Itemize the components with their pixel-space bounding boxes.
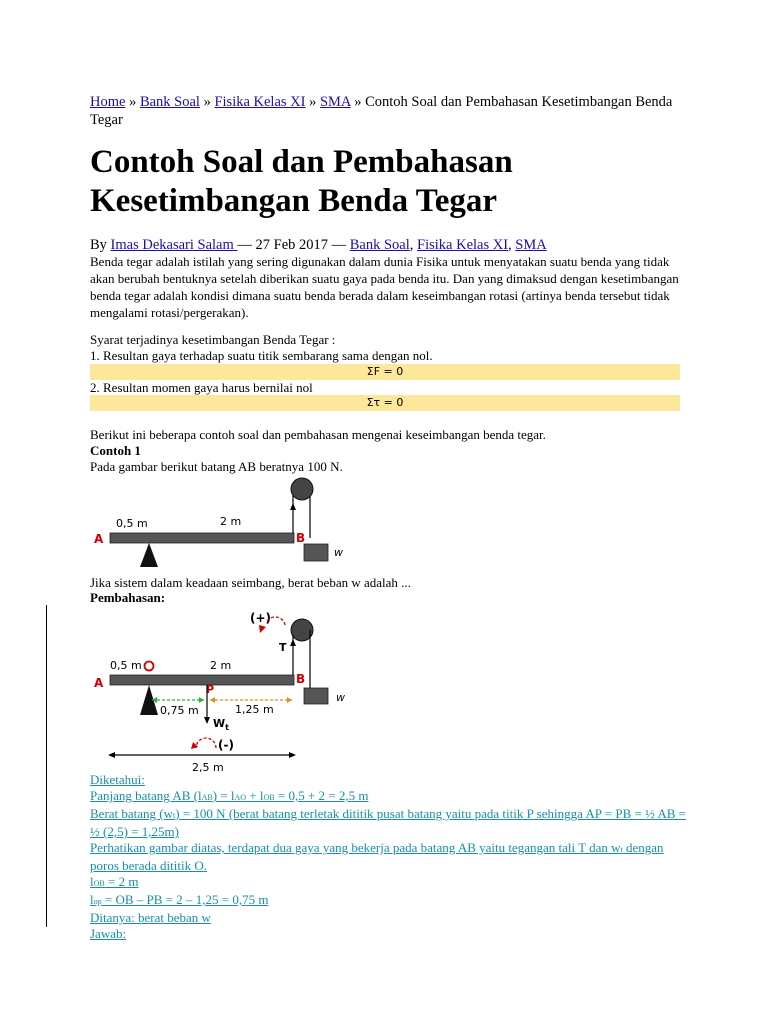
known-section <box>90 772 690 942</box>
positive-rotation-label: (+) <box>250 611 272 625</box>
formula-sum-force: ΣF = 0 <box>90 364 680 380</box>
distance-label: 0,75 m <box>160 704 199 717</box>
beam <box>110 533 294 543</box>
arrowhead-icon <box>210 697 215 703</box>
breadcrumb-separator: » <box>125 94 140 110</box>
breadcrumb-separator: » <box>350 94 366 110</box>
label-b: B <box>296 672 306 686</box>
example-heading: Contoh 1 <box>90 443 141 458</box>
beam <box>110 675 294 685</box>
known-line-4: lOB = 2 m <box>90 874 139 889</box>
rotation-arrowhead-icon <box>259 625 266 633</box>
author-link[interactable]: Imas Dekasari Salam <box>110 237 238 253</box>
arrowhead-icon <box>287 697 292 703</box>
breadcrumb-separator: » <box>199 94 215 110</box>
byline <box>90 236 690 254</box>
breadcrumb-home-link[interactable]: Home <box>90 94 126 110</box>
example-text: Pada gambar berikut batang AB beratnya 100 N. <box>90 459 343 474</box>
page-title: Contoh Soal dan Pembahasan Kesetimbangan Benda Tegar <box>90 144 513 219</box>
answer-heading: Jawab: <box>90 926 127 941</box>
byline-by: By <box>90 237 111 253</box>
negative-rotation-label: (-) <box>218 738 234 752</box>
known-line-2: Berat batang (wt) = 100 N (berat batang terletak dititik pusat batang yaitu pada titik P sehingga AP = PB = ½ AB = ½ (2,5) = 1,25m) <box>90 806 686 839</box>
distance-label: 0,5 m <box>116 517 148 530</box>
arrowhead-icon <box>289 752 296 758</box>
beam-diagram-2 <box>90 605 390 773</box>
question-text: Jika sistem dalam keadaan seimbang, berat beban w adalah ... <box>90 575 411 590</box>
byline-comma: , <box>409 237 418 253</box>
rotation-arrow <box>196 738 216 748</box>
total-length-label: 2,5 m <box>192 761 224 773</box>
intro-paragraph: Benda tegar adalah istilah yang sering digunakan dalam dunia Fisika untuk menyatakan suatu benda yang tidak akan berubah bentuknya setelah diberikan suatu gaya pada benda itu. Dan yang dimaksud dengan kesetimbangan benda tegar adalah kondisi dimana suatu benda berada dalam keseimbangan rotasi (artinya benda tersebut tidak mengalami rotasi/pergerakan). <box>90 254 679 320</box>
breadcrumb-sma-link[interactable]: SMA <box>319 94 351 110</box>
distance-label: 0,5 m <box>110 659 142 672</box>
beam-diagram-1 <box>90 470 370 570</box>
label-p: P <box>206 683 215 696</box>
condition-item-1: 1. Resultan gaya terhadap suatu titik sembarang sama dengan nol. <box>90 348 433 363</box>
known-heading: Diketahui: <box>90 772 145 787</box>
weight-label: w <box>336 691 345 704</box>
fulcrum-icon <box>140 543 158 567</box>
arrowhead-icon <box>199 697 204 703</box>
breadcrumb-fisika-link[interactable]: Fisika Kelas XI <box>214 94 306 110</box>
weight-label: w <box>334 546 343 559</box>
beam-weight-label: $W_t$ <box>213 717 229 732</box>
known-line-5: lop = OB – PB = 2 – 1,25 = 0,75 m <box>90 892 269 907</box>
conditions-heading: Syarat terjadinya kesetimbangan Benda Tegar : <box>90 332 336 347</box>
weight-block <box>304 688 328 704</box>
weight-block <box>304 544 328 561</box>
conditions-section <box>90 332 690 364</box>
solution-heading: Pembahasan: <box>90 590 166 605</box>
left-margin-rule <box>46 605 47 927</box>
byline-comma: , <box>508 237 516 253</box>
category-link-bank-soal[interactable]: Bank Soal <box>349 237 410 253</box>
post-date: — 27 Feb 2017 — <box>237 237 350 253</box>
known-line-1: Panjang batang AB (lAB) = lAO + lOB = 0,5 + 2 = 2,5 m <box>90 788 369 803</box>
known-line-3: Perhatikan gambar diatas, terdapat dua gaya yang bekerja pada batang AB yaitu tegangan tali T dan wt dengan poros berada dititik O. <box>90 840 664 873</box>
label-a: A <box>94 532 104 546</box>
asked-line: Ditanya: berat beban w <box>90 910 211 925</box>
category-link-sma[interactable]: SMA <box>515 237 547 253</box>
breadcrumb-current: Contoh Soal dan Pembahasan Kesetimbangan Benda Tegar <box>90 94 673 128</box>
category-link-fisika[interactable]: Fisika Kelas XI <box>417 237 509 253</box>
distance-label: 1,25 m <box>235 703 274 716</box>
tension-arrow-icon <box>290 639 296 646</box>
label-a: A <box>94 676 104 690</box>
breadcrumb-separator: » <box>305 94 320 110</box>
pulley-icon <box>291 478 313 500</box>
arrowhead-icon <box>108 752 115 758</box>
formula-sum-torque: Στ = 0 <box>90 395 680 411</box>
distance-label: 2 m <box>210 659 232 672</box>
breadcrumb-bank-soal-link[interactable]: Bank Soal <box>139 94 200 110</box>
pivot-point-o-icon <box>145 662 154 671</box>
tension-label: T <box>279 641 287 654</box>
label-b: B <box>296 531 306 545</box>
weight-arrow-icon <box>204 717 210 724</box>
distance-label: 2 m <box>220 515 242 528</box>
breadcrumb <box>90 93 690 129</box>
tension-arrow-icon <box>290 503 296 510</box>
condition-item-2: 2. Resultan momen gaya harus bernilai nol <box>90 380 313 395</box>
lead-paragraph: Berikut ini beberapa contoh soal dan pembahasan mengenai keseimbangan benda tegar. <box>90 427 546 442</box>
